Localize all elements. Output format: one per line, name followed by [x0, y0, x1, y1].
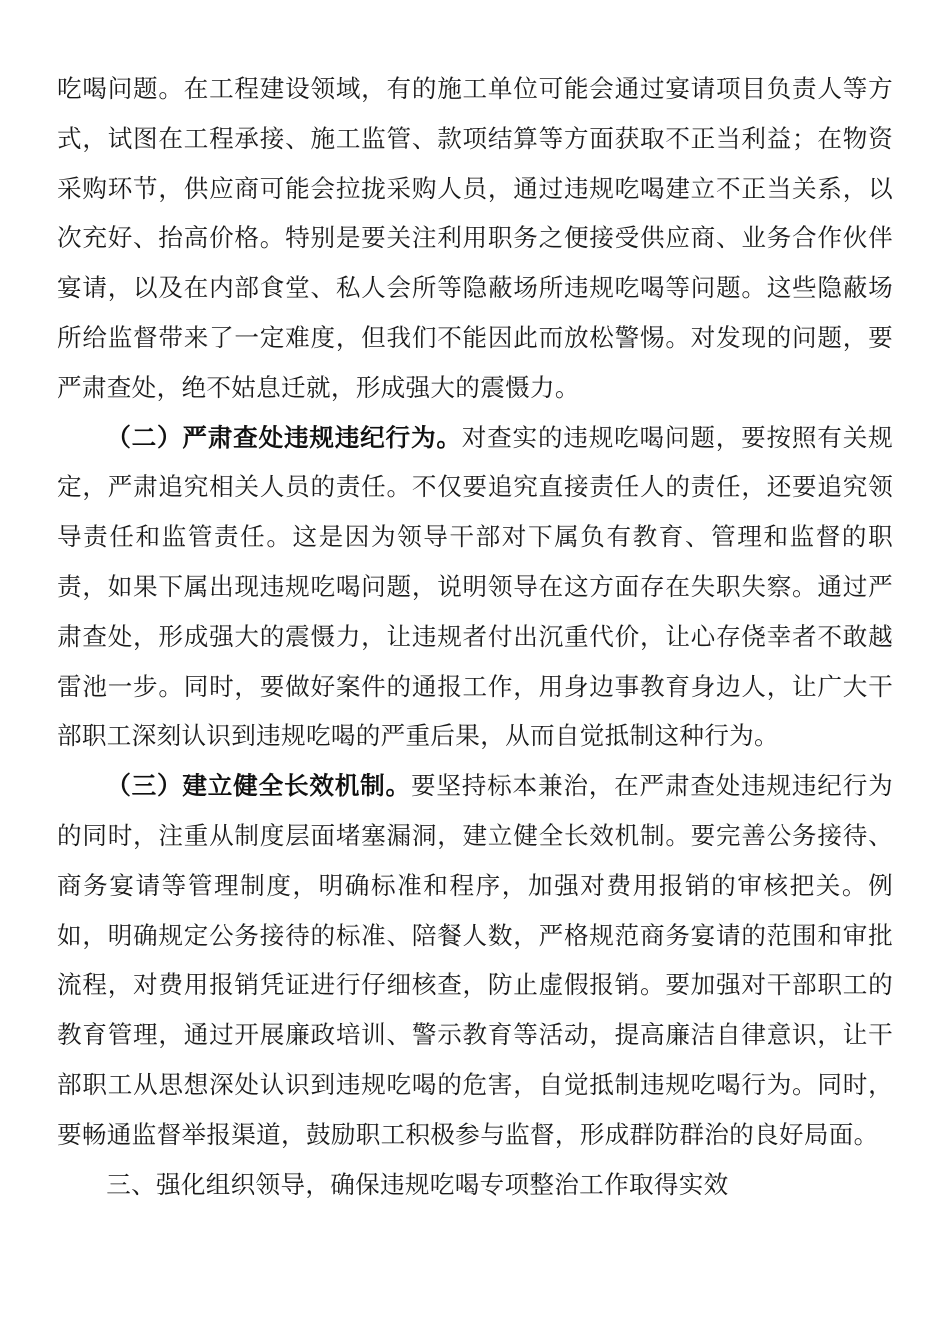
- paragraph-long-term-mechanism: [57, 761, 893, 1159]
- paragraph-text: 对查实的违规吃喝问题，要按照有关规定，严肃追究相关人员的责任。不仅要追究直接责任人的责任，还要追究领导责任和监管责任。这是因为领导干部对下属负有教育、管理和监督的职责，如果下属出现违规吃喝问题，说明领导在这方面存在失职失察。通过严肃查处，形成强大的震慑力，让违规者付出沉重代价，让心存侥幸者不敢越雷池一步。同时，要做好案件的通报工作，用身边事教育身边人，让广大干部职工深刻认识到违规吃喝的严重后果，从而自觉抵制这种行为。: [57, 422, 893, 751]
- document-body: [57, 64, 893, 1209]
- paragraph-continuation: [57, 64, 893, 413]
- paragraph-heading: （三）建立健全长效机制。: [106, 771, 411, 801]
- section-title: 三、强化组织领导，确保违规吃喝专项整治工作取得实效: [106, 1169, 729, 1199]
- paragraph-investigate-violations: [57, 413, 893, 762]
- paragraph-heading: （二）严肃查处违规违纪行为。: [106, 422, 462, 452]
- paragraph-text: 吃喝问题。在工程建设领域，有的施工单位可能会通过宴请项目负责人等方式，试图在工程承接、施工监管、款项结算等方面获取不正当利益；在物资采购环节，供应商可能会拉拢采购人员，通过违规吃喝建立不正当关系，以次充好、抬高价格。特别是要关注利用职务之便接受供应商、业务合作伙伴宴请，以及在内部食堂、私人会所等隐蔽场所违规吃喝等问题。这些隐蔽场所给监督带来了一定难度，但我们不能因此而放松警惕。对发现的问题，要严肃查处，绝不姑息迁就，形成强大的震慑力。: [57, 74, 893, 402]
- paragraph-text: 要坚持标本兼治，在严肃查处违规违纪行为的同时，注重从制度层面堵塞漏洞，建立健全长效机制。要完善公务接待、商务宴请等管理制度，明确标准和程序，加强对费用报销的审核把关。例如，明确规定公务接待的标准、陪餐人数，严格规范商务宴请的范围和审批流程，对费用报销凭证进行仔细核查，防止虚假报销。要加强对干部职工的教育管理，通过开展廉政培训、警示教育等活动，提高廉洁自律意识，让干部职工从思想深处认识到违规吃喝的危害，自觉抵制违规吃喝行为。同时，要畅通监督举报渠道，鼓励职工积极参与监督，形成群防群治的良好局面。: [57, 771, 893, 1149]
